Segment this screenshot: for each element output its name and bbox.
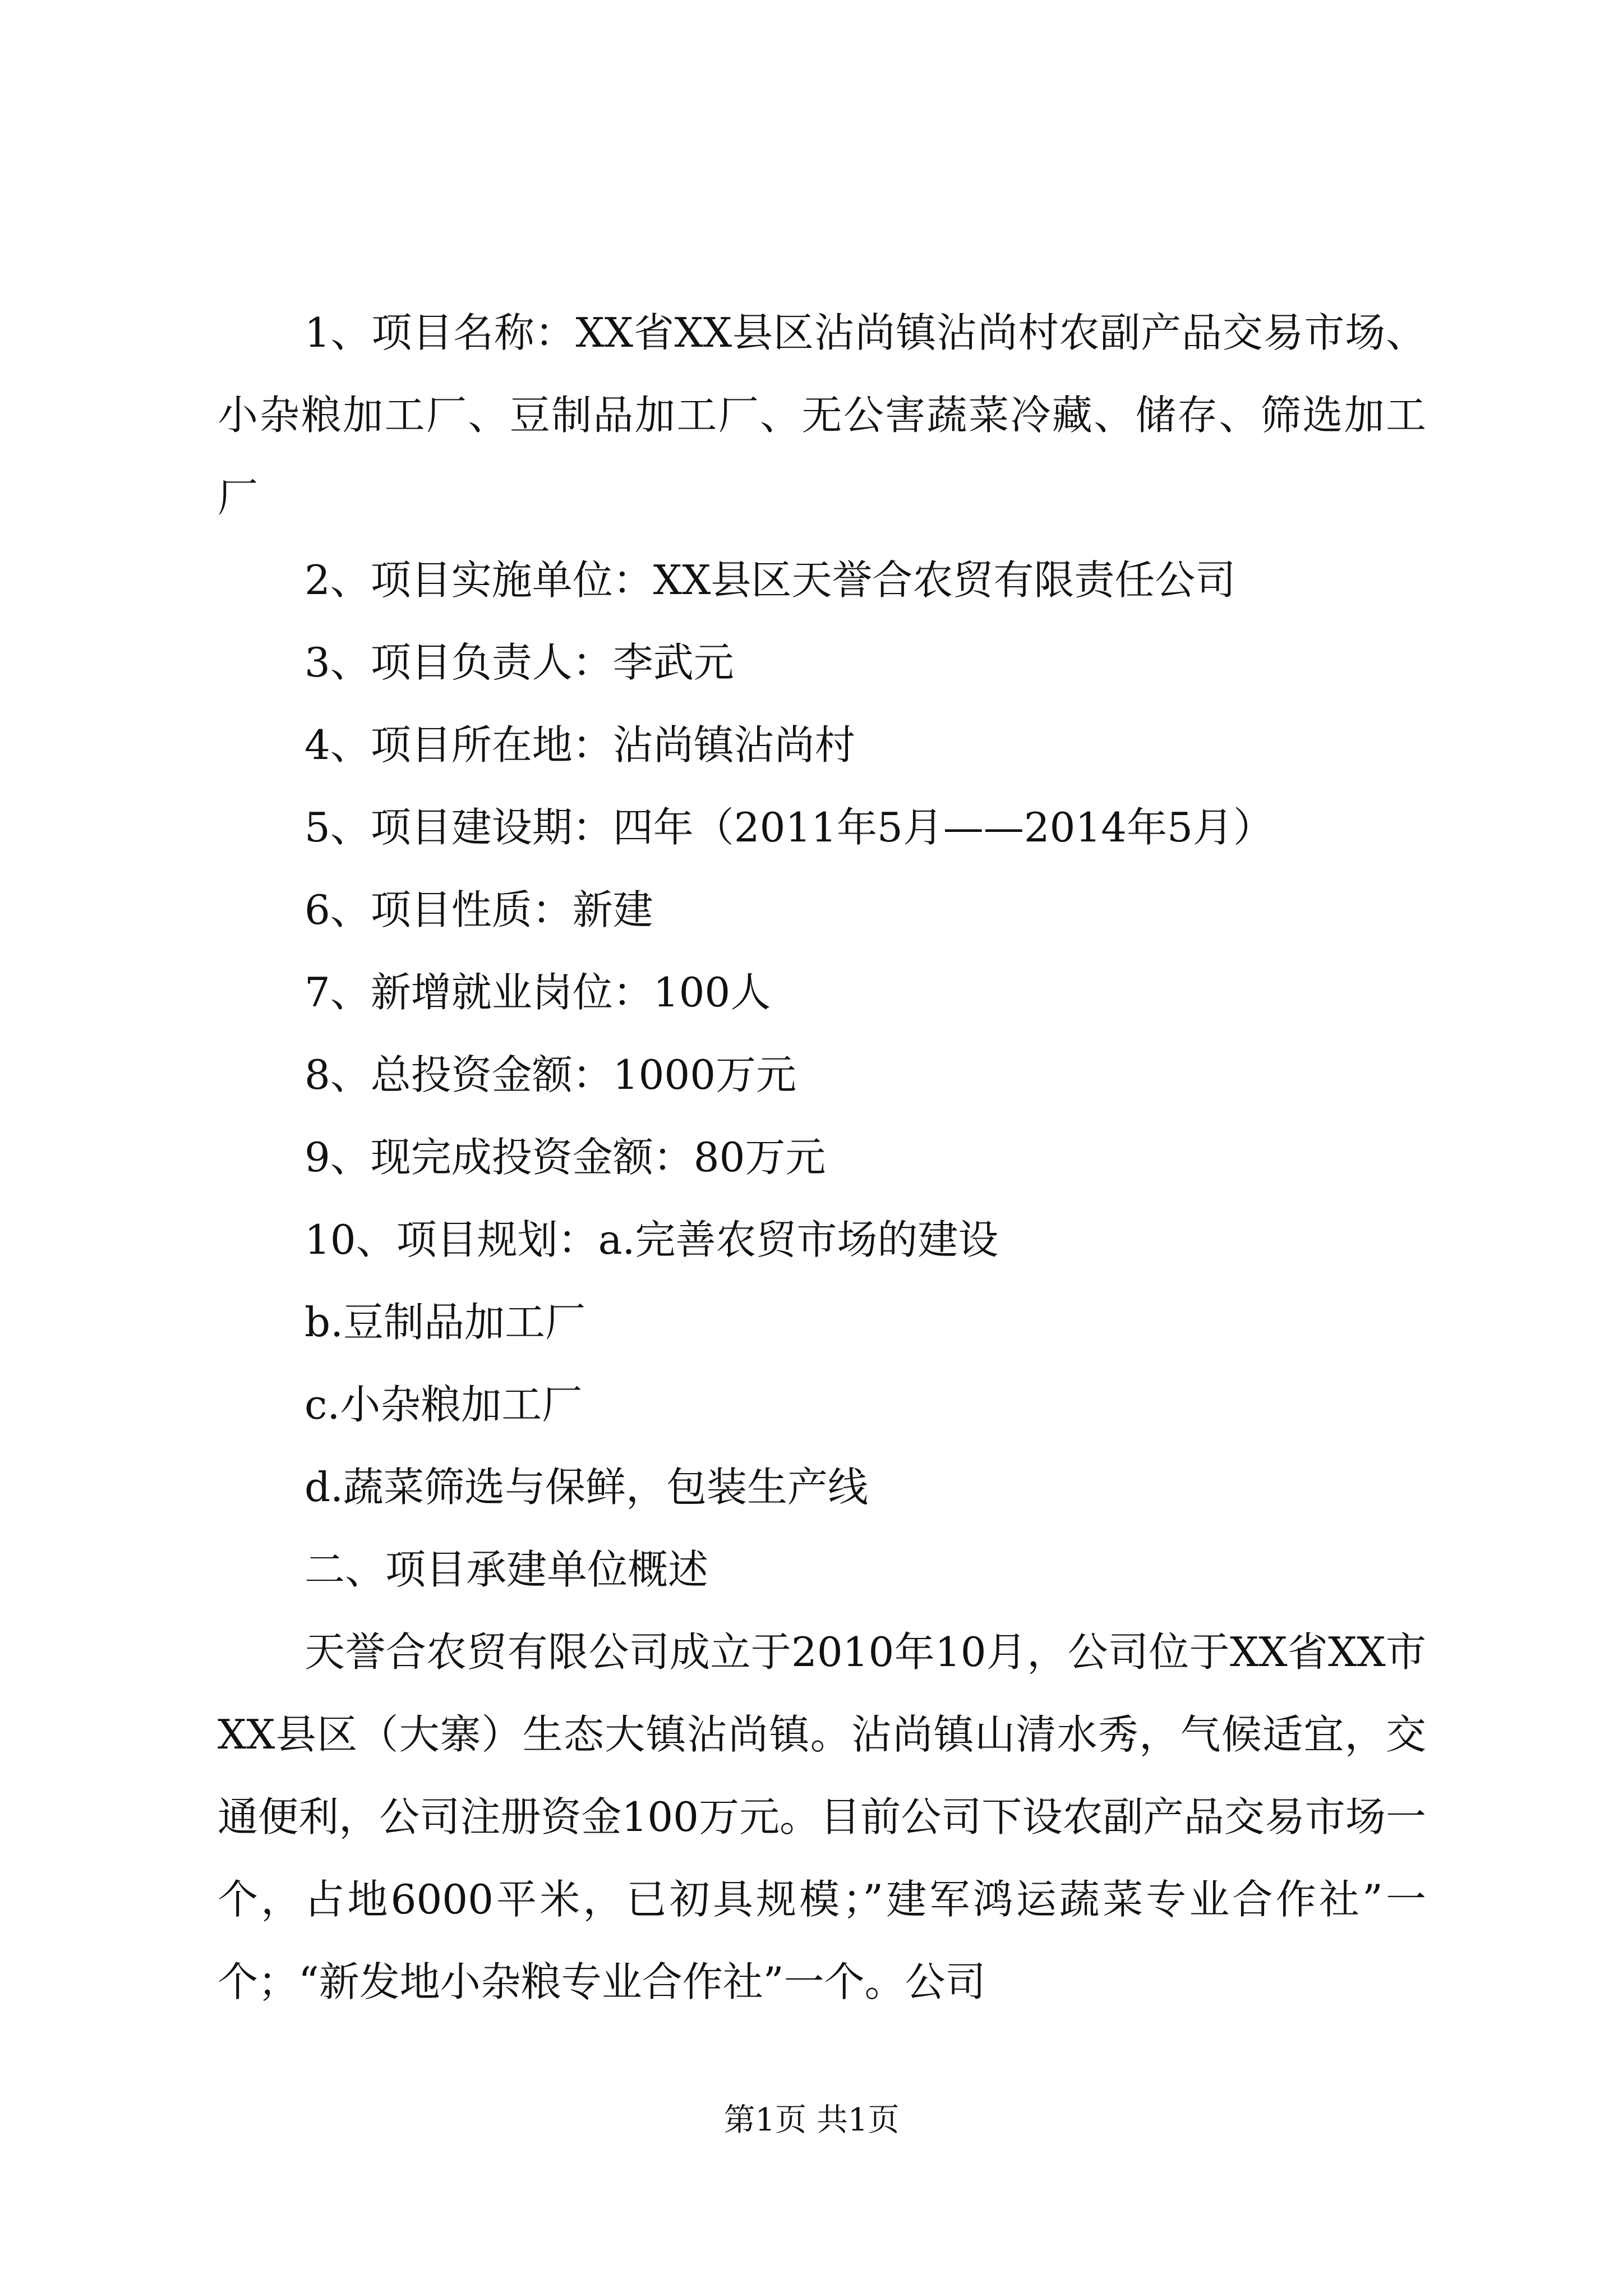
paragraph-completed-investment: 9、现完成投资金额：80万元: [305, 1134, 826, 1181]
paragraph-total-investment: 8、总投资金额：1000万元: [305, 1051, 797, 1098]
paragraph-project-nature: 6、项目性质：新建: [305, 886, 653, 933]
page-footer: [0, 2098, 1623, 2143]
paragraph-project-plan: 10、项目规划：a.完善农贸市场的建设: [305, 1216, 999, 1263]
paragraph-project-location: 4、项目所在地：沾尚镇沾尚村: [305, 721, 855, 769]
paragraph-new-jobs: 7、新增就业岗位：100人: [305, 969, 771, 1016]
document-body: [218, 292, 1426, 2023]
paragraph-company-overview: 天誉合农贸有限公司成立于2010年10月，公司位于XX省XX市XX县区（大寨）生态大镇沾尚镇。沾尚镇山清水秀，气候适宜，交通便利，公司注册资金100万元。目前公司下设农副产品交易市场一个，占地6000平米，已初具规模；”建军鸿运蔬菜专业合作社”一个；“新发地小杂粮专业合作社”一个。公司: [218, 1628, 1426, 2005]
paragraph-project-name: 1、项目名称：XX省XX县区沾尚镇沾尚村农副产品交易市场、小杂粮加工厂、豆制品加工厂、无公害蔬菜冷藏、储存、筛选加工厂: [218, 309, 1426, 521]
paragraph-implementing-unit: 2、项目实施单位：XX县区天誉合农贸有限责任公司: [305, 556, 1236, 604]
page-number: 第1页 共1页: [723, 2102, 900, 2138]
paragraph-plan-item-b: b.豆制品加工厂: [305, 1299, 585, 1346]
paragraph-plan-item-c: c.小杂粮加工厂: [305, 1381, 583, 1428]
paragraph-plan-item-d: d.蔬菜筛选与保鲜，包装生产线: [305, 1464, 868, 1511]
paragraph-project-leader: 3、项目负责人：李武元: [305, 639, 734, 686]
paragraph-construction-period: 5、项目建设期：四年（2011年5月——2014年5月）: [305, 804, 1274, 851]
section-heading-company-overview: 二、项目承建单位概述: [305, 1546, 709, 1593]
